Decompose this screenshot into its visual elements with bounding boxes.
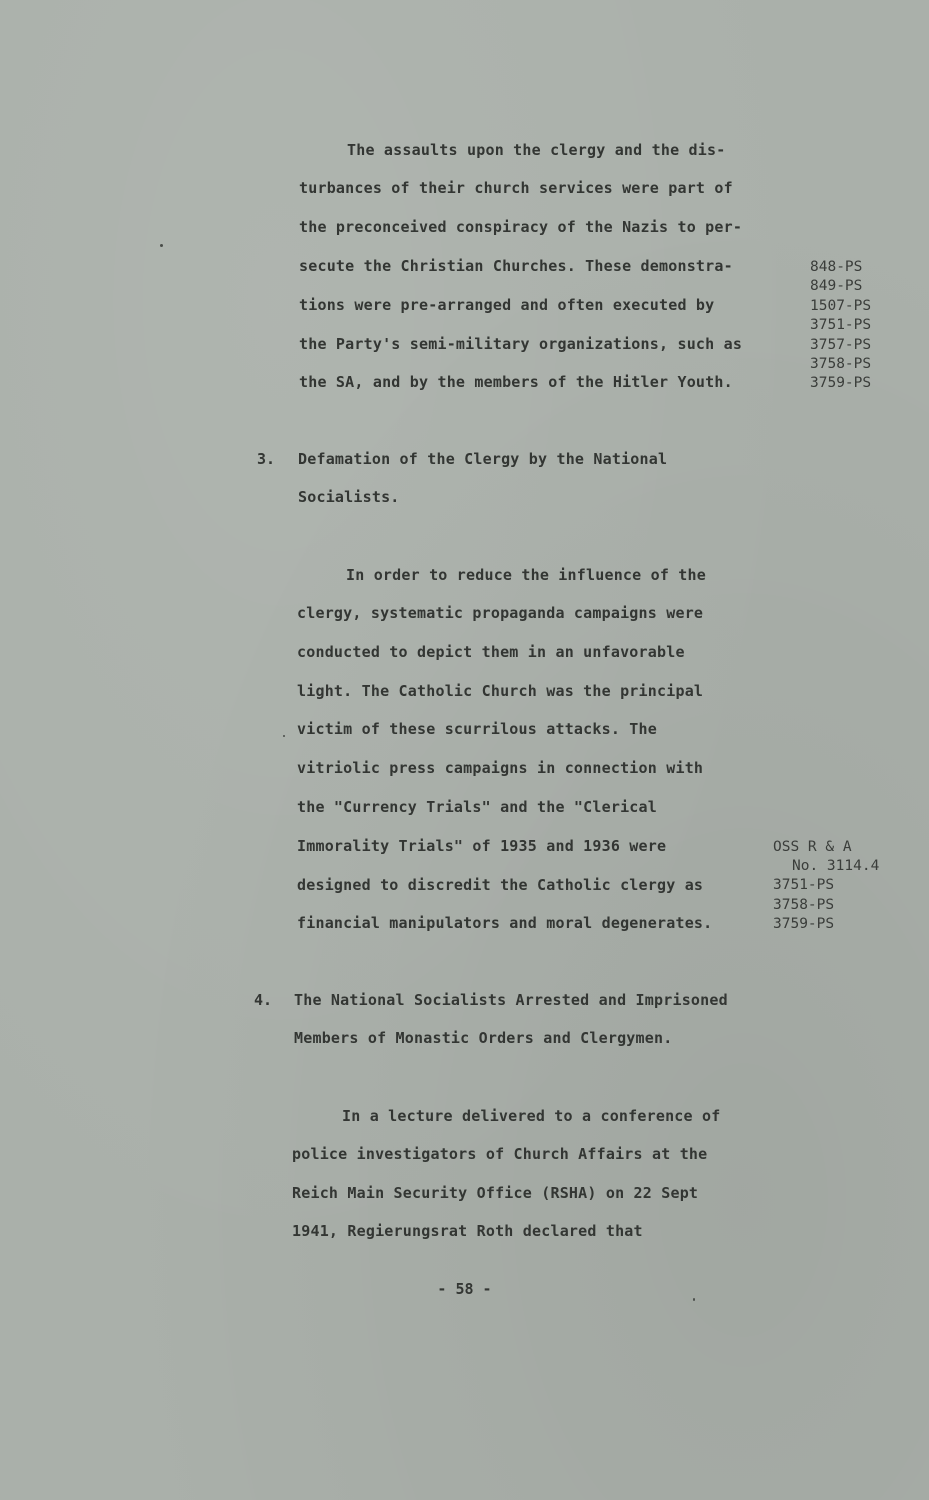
paragraph-line: In order to reduce the influence of the	[346, 566, 706, 584]
document-reference: 3758-PS	[810, 356, 872, 372]
scan-speck	[160, 244, 163, 247]
heading-line: The National Socialists Arrested and Imprisoned	[294, 991, 728, 1009]
document-reference: 3758-PS	[773, 897, 835, 913]
document-reference: 3759-PS	[773, 916, 835, 932]
paragraph-line: secute the Christian Churches. These demonstra-	[299, 257, 733, 275]
paragraph-line: the SA, and by the members of the Hitler Youth.	[299, 373, 733, 391]
paragraph-line: tions were pre-arranged and often executed by	[299, 296, 715, 314]
heading-line: Socialists.	[298, 488, 400, 506]
section-number: 4.	[254, 991, 273, 1009]
paragraph-line: turbances of their church services were part of	[299, 179, 733, 197]
heading-line: Defamation of the Clergy by the National	[298, 450, 668, 468]
paragraph-line: the preconceived conspiracy of the Nazis to per-	[299, 218, 743, 236]
document-reference: 3759-PS	[810, 375, 872, 391]
paragraph-line: police investigators of Church Affairs at the	[292, 1145, 708, 1163]
paragraph-line: 1941, Regierungsrat Roth declared that	[292, 1222, 643, 1240]
document-reference: 3757-PS	[810, 337, 872, 353]
document-reference: 848-PS	[810, 259, 863, 275]
document-reference: 849-PS	[810, 278, 863, 294]
paragraph-line: the Party's semi-military organizations, such as	[299, 335, 743, 353]
heading-line: Members of Monastic Orders and Clergymen.	[294, 1029, 673, 1047]
document-reference: No. 3114.4	[792, 858, 880, 874]
paragraph-line: Immorality Trials" of 1935 and 1936 were	[297, 837, 667, 855]
paragraph-line: conducted to depict them in an unfavorable	[297, 643, 685, 661]
document-reference: 1507-PS	[810, 298, 872, 314]
paragraph-line: vitriolic press campaigns in connection with	[297, 759, 704, 777]
scan-speck	[283, 735, 285, 737]
section-number: 3.	[257, 450, 276, 468]
paragraph-line: designed to discredit the Catholic clergy as	[297, 876, 704, 894]
paragraph-line: The assaults upon the clergy and the dis-	[347, 141, 726, 159]
document-reference: 3751-PS	[773, 877, 835, 893]
scan-speck	[693, 1298, 695, 1301]
paragraph-line: financial manipulators and moral degenerates.	[297, 914, 713, 932]
document-reference: OSS R & A	[773, 839, 852, 855]
paragraph-line: In a lecture delivered to a conference of	[342, 1107, 721, 1125]
paragraph-line: the "Currency Trials" and the "Clerical	[297, 798, 657, 816]
paragraph-line: victim of these scurrilous attacks. The	[297, 720, 657, 738]
document-reference: 3751-PS	[810, 317, 872, 333]
paragraph-line: clergy, systematic propaganda campaigns were	[297, 604, 704, 622]
paragraph-line: light. The Catholic Church was the principal	[297, 682, 704, 700]
page-number: - 58 -	[437, 1280, 492, 1298]
paragraph-line: Reich Main Security Office (RSHA) on 22 Sept	[292, 1184, 699, 1202]
